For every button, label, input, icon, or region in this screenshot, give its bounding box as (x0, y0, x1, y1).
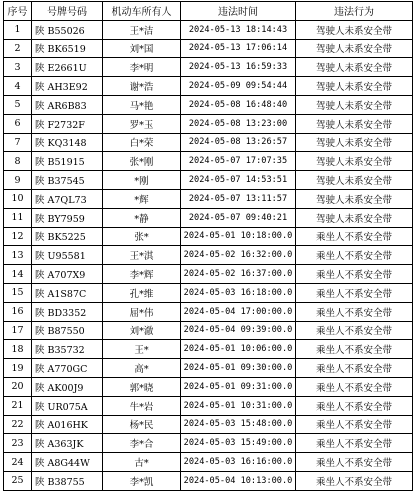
table-row (4, 246, 413, 265)
violation-behavior-cell: 驾驶人未系安全带 (296, 58, 413, 77)
violation-time-cell: 2024-05-01 10:18:00.0 (181, 227, 296, 246)
plate-number-cell: 陕 U95581 (32, 246, 103, 265)
table-row (4, 471, 413, 490)
owner-cell: 李*合 (103, 434, 181, 453)
owner-cell: 马*艳 (103, 95, 181, 114)
table-row (4, 133, 413, 152)
serial-number-cell: 23 (4, 434, 32, 453)
table-row (4, 208, 413, 227)
violation-behavior-cell: 驾驶人未系安全带 (296, 39, 413, 58)
violation-behavior-cell: 乘坐人不系安全带 (296, 340, 413, 359)
table-row (4, 114, 413, 133)
owner-cell: 刘*澈 (103, 321, 181, 340)
serial-number-cell: 6 (4, 114, 32, 133)
violation-time-cell: 2024-05-04 09:39:00.0 (181, 321, 296, 340)
owner-cell: 刘*国 (103, 39, 181, 58)
serial-number-cell: 11 (4, 208, 32, 227)
owner-cell: 李*凯 (103, 471, 181, 490)
violation-behavior-cell: 驾驶人未系安全带 (296, 114, 413, 133)
owner-cell: *辉 (103, 189, 181, 208)
plate-number-cell: 陕 AR6B83 (32, 95, 103, 114)
violation-time-cell: 2024-05-07 09:40:21 (181, 208, 296, 227)
serial-number-cell: 16 (4, 302, 32, 321)
owner-cell: 王*洁 (103, 20, 181, 39)
violation-time-cell: 2024-05-13 16:59:33 (181, 58, 296, 77)
table-row (4, 189, 413, 208)
owner-cell: 杨*民 (103, 415, 181, 434)
table-row (4, 95, 413, 114)
violation-time-cell: 2024-05-01 09:30:00.0 (181, 359, 296, 378)
violations-table (3, 1, 413, 491)
violation-time-cell: 2024-05-02 16:32:00.0 (181, 246, 296, 265)
table-row (4, 340, 413, 359)
violation-behavior-cell: 驾驶人未系安全带 (296, 189, 413, 208)
table-row (4, 434, 413, 453)
table-row (4, 152, 413, 171)
plate-number-cell: 陕 A7QL73 (32, 189, 103, 208)
violation-behavior-cell: 驾驶人未系安全带 (296, 133, 413, 152)
table-row (4, 39, 413, 58)
plate-number-cell: 陕 E2661U (32, 58, 103, 77)
violation-behavior-cell: 乘坐人不系安全带 (296, 321, 413, 340)
owner-cell: 白*荣 (103, 133, 181, 152)
violation-behavior-cell: 乘坐人不系安全带 (296, 227, 413, 246)
table-row (4, 171, 413, 190)
violation-behavior-cell: 乘坐人不系安全带 (296, 471, 413, 490)
owner-cell: 张* (103, 227, 181, 246)
owner-cell: 高* (103, 359, 181, 378)
violation-behavior-cell: 驾驶人未系安全带 (296, 77, 413, 96)
owner-cell: 古* (103, 453, 181, 472)
table-row (4, 77, 413, 96)
plate-number-cell: 陕 A363JK (32, 434, 103, 453)
header-violation-behavior: 违法行为 (296, 2, 413, 21)
table-row (4, 321, 413, 340)
violation-time-cell: 2024-05-01 09:31:00.0 (181, 377, 296, 396)
owner-cell: 屈*伟 (103, 302, 181, 321)
violation-time-cell: 2024-05-08 13:26:57 (181, 133, 296, 152)
owner-cell: 王* (103, 340, 181, 359)
plate-number-cell: 陕 AK00J9 (32, 377, 103, 396)
serial-number-cell: 2 (4, 39, 32, 58)
table-row (4, 359, 413, 378)
violation-behavior-cell: 乘坐人不系安全带 (296, 396, 413, 415)
violation-behavior-cell: 驾驶人未系安全带 (296, 152, 413, 171)
violation-behavior-cell: 驾驶人未系安全带 (296, 171, 413, 190)
serial-number-cell: 4 (4, 77, 32, 96)
plate-number-cell: 陕 A707X9 (32, 265, 103, 284)
violation-behavior-cell: 乘坐人不系安全带 (296, 283, 413, 302)
owner-cell: 李*辉 (103, 265, 181, 284)
owner-cell: *静 (103, 208, 181, 227)
plate-number-cell: 陕 A8G44W (32, 453, 103, 472)
violation-time-cell: 2024-05-09 09:54:44 (181, 77, 296, 96)
serial-number-cell: 17 (4, 321, 32, 340)
header-vehicle-owner: 机动车所有人 (103, 2, 181, 21)
violation-behavior-cell: 驾驶人未系安全带 (296, 95, 413, 114)
table-row (4, 283, 413, 302)
violation-behavior-cell: 乘坐人不系安全带 (296, 302, 413, 321)
plate-number-cell: 陕 AH3E92 (32, 77, 103, 96)
violation-behavior-cell: 驾驶人未系安全带 (296, 20, 413, 39)
owner-cell: 孔*维 (103, 283, 181, 302)
owner-cell: 郭*晓 (103, 377, 181, 396)
serial-number-cell: 1 (4, 20, 32, 39)
owner-cell: 罗*玉 (103, 114, 181, 133)
violation-behavior-cell: 乘坐人不系安全带 (296, 434, 413, 453)
header-violation-time: 违法时间 (181, 2, 296, 21)
owner-cell: 张*刚 (103, 152, 181, 171)
plate-number-cell: 陕 BD3352 (32, 302, 103, 321)
violation-time-cell: 2024-05-03 15:48:00.0 (181, 415, 296, 434)
table-row (4, 20, 413, 39)
owner-cell: 王*淇 (103, 246, 181, 265)
violation-time-cell: 2024-05-07 17:07:35 (181, 152, 296, 171)
serial-number-cell: 8 (4, 152, 32, 171)
table-row (4, 453, 413, 472)
violation-behavior-cell: 乘坐人不系安全带 (296, 415, 413, 434)
violation-time-cell: 2024-05-03 16:16:00.0 (181, 453, 296, 472)
owner-cell: *刚 (103, 171, 181, 190)
plate-number-cell: 陕 BK5225 (32, 227, 103, 246)
violation-time-cell: 2024-05-01 10:31:00.0 (181, 396, 296, 415)
serial-number-cell: 14 (4, 265, 32, 284)
plate-number-cell: 陕 B55026 (32, 20, 103, 39)
plate-number-cell: 陕 B38755 (32, 471, 103, 490)
plate-number-cell: 陕 B51915 (32, 152, 103, 171)
plate-number-cell: 陕 B87550 (32, 321, 103, 340)
plate-number-cell: 陕 B37545 (32, 171, 103, 190)
plate-number-cell: 陕 A1S87C (32, 283, 103, 302)
serial-number-cell: 12 (4, 227, 32, 246)
serial-number-cell: 3 (4, 58, 32, 77)
plate-number-cell: 陕 A770GC (32, 359, 103, 378)
violation-behavior-cell: 乘坐人不系安全带 (296, 377, 413, 396)
owner-cell: 李*明 (103, 58, 181, 77)
plate-number-cell: 陕 F2732F (32, 114, 103, 133)
serial-number-cell: 19 (4, 359, 32, 378)
serial-number-cell: 21 (4, 396, 32, 415)
table-row (4, 396, 413, 415)
plate-number-cell: 陕 KQ3148 (32, 133, 103, 152)
serial-number-cell: 5 (4, 95, 32, 114)
header-plate-number: 号牌号码 (32, 2, 103, 21)
plate-number-cell: 陕 UR075A (32, 396, 103, 415)
table-row (4, 265, 413, 284)
violation-behavior-cell: 乘坐人不系安全带 (296, 453, 413, 472)
serial-number-cell: 7 (4, 133, 32, 152)
violation-behavior-cell: 驾驶人未系安全带 (296, 208, 413, 227)
serial-number-cell: 13 (4, 246, 32, 265)
table-row (4, 377, 413, 396)
plate-number-cell: 陕 A016HK (32, 415, 103, 434)
violation-time-cell: 2024-05-04 17:00:00.0 (181, 302, 296, 321)
violation-behavior-cell: 乘坐人不系安全带 (296, 265, 413, 284)
table-row (4, 58, 413, 77)
violation-time-cell: 2024-05-07 14:53:51 (181, 171, 296, 190)
violation-time-cell: 2024-05-08 13:23:00 (181, 114, 296, 133)
serial-number-cell: 25 (4, 471, 32, 490)
plate-number-cell: 陕 BK6519 (32, 39, 103, 58)
serial-number-cell: 15 (4, 283, 32, 302)
plate-number-cell: 陕 B35732 (32, 340, 103, 359)
table-row (4, 415, 413, 434)
violation-time-cell: 2024-05-03 15:49:00.0 (181, 434, 296, 453)
table-row (4, 302, 413, 321)
header-serial-number: 序号 (4, 2, 32, 21)
violation-time-cell: 2024-05-13 18:14:43 (181, 20, 296, 39)
violation-time-cell: 2024-05-03 16:18:00.0 (181, 283, 296, 302)
violation-time-cell: 2024-05-01 10:06:00.0 (181, 340, 296, 359)
violation-time-cell: 2024-05-02 16:37:00.0 (181, 265, 296, 284)
serial-number-cell: 22 (4, 415, 32, 434)
table-row (4, 227, 413, 246)
serial-number-cell: 9 (4, 171, 32, 190)
violation-time-cell: 2024-05-08 16:48:40 (181, 95, 296, 114)
serial-number-cell: 10 (4, 189, 32, 208)
violation-behavior-cell: 乘坐人不系安全带 (296, 359, 413, 378)
violation-behavior-cell: 乘坐人不系安全带 (296, 246, 413, 265)
serial-number-cell: 24 (4, 453, 32, 472)
serial-number-cell: 20 (4, 377, 32, 396)
plate-number-cell: 陕 BY7959 (32, 208, 103, 227)
serial-number-cell: 18 (4, 340, 32, 359)
violation-time-cell: 2024-05-04 10:13:00.0 (181, 471, 296, 490)
owner-cell: 牛*岩 (103, 396, 181, 415)
header-row (4, 2, 413, 21)
violation-time-cell: 2024-05-13 17:06:14 (181, 39, 296, 58)
violation-time-cell: 2024-05-07 13:11:57 (181, 189, 296, 208)
owner-cell: 谢*浩 (103, 77, 181, 96)
